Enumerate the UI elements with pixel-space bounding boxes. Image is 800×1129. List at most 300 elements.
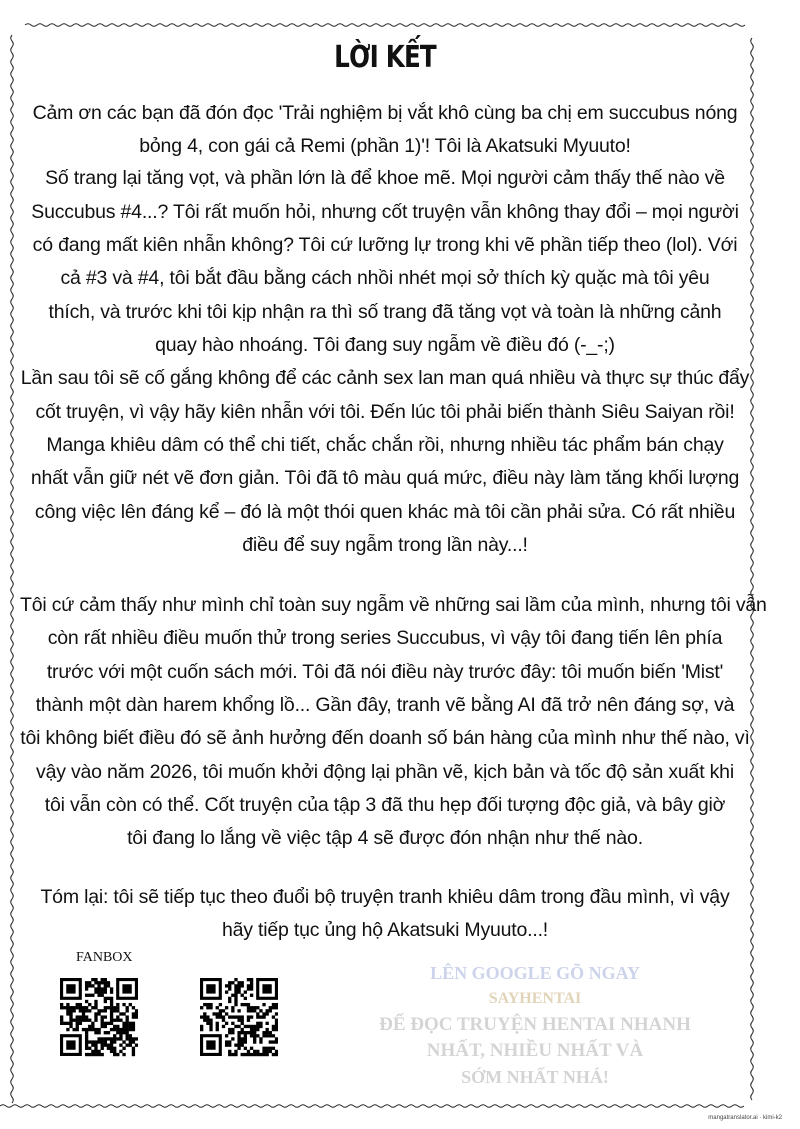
qr-module	[253, 1009, 256, 1012]
text-line: thích, và trước khi tôi kịp nhận ra thì số trang đã tăng vọt và toàn là những cảnh	[48, 301, 722, 323]
qr-module	[104, 1040, 107, 1043]
qr-module	[91, 1025, 94, 1028]
qr-module	[244, 1053, 247, 1056]
qr-module	[97, 987, 100, 990]
qr-module	[222, 1009, 225, 1012]
qr-module	[275, 1025, 278, 1028]
qr-module	[250, 1053, 253, 1056]
qr-module	[241, 981, 244, 984]
qr-module	[104, 984, 107, 987]
qr-module	[122, 1040, 125, 1043]
qr-module	[253, 1050, 256, 1053]
qr-module	[91, 1053, 94, 1056]
qr-module	[66, 1012, 69, 1015]
border-top	[25, 24, 745, 27]
qr-module	[259, 1022, 262, 1025]
qr-module	[228, 987, 231, 990]
qr-module	[234, 1053, 237, 1056]
qr-module	[85, 1047, 88, 1050]
qr-module	[209, 1006, 212, 1009]
qr-module	[97, 1028, 100, 1031]
qr-module	[269, 1040, 272, 1043]
qr-module	[88, 1009, 91, 1012]
qr-module	[110, 1000, 113, 1003]
qr-module	[253, 1006, 256, 1009]
qr-module	[237, 1015, 240, 1018]
qr-module	[219, 1003, 222, 1006]
qr-module	[253, 1053, 256, 1056]
qr-module	[225, 1012, 228, 1015]
qr-module	[82, 1028, 85, 1031]
qr-module	[231, 981, 234, 984]
qr-module	[262, 1047, 265, 1050]
qr-module	[272, 1015, 275, 1018]
qr-module	[209, 1003, 212, 1006]
qr-module	[241, 1044, 244, 1047]
qr-module	[129, 1022, 132, 1025]
qr-module	[94, 990, 97, 993]
qr-module	[60, 1006, 63, 1009]
qr-module	[104, 1025, 107, 1028]
text-line: bỏng 4, con gái cả Remi (phần 1)'! Tôi là Akatsuki Myuuto!	[139, 135, 631, 157]
qr-finder	[206, 984, 215, 993]
qr-module	[113, 1040, 116, 1043]
qr-module	[113, 1034, 116, 1037]
qr-module	[126, 1044, 129, 1047]
qr-module	[101, 1040, 104, 1043]
qr-module	[247, 1050, 250, 1053]
qr-module	[85, 1037, 88, 1040]
qr-module	[228, 1015, 231, 1018]
qr-module	[60, 1015, 63, 1018]
qr-module	[256, 1006, 259, 1009]
qr-module	[129, 1003, 132, 1006]
qr-module	[119, 1044, 122, 1047]
text-line: tôi đang lo lắng về việc tập 4 sẽ được đón nhận như thế nào.	[127, 827, 643, 849]
qr-module	[88, 1040, 91, 1043]
qr-module	[94, 1006, 97, 1009]
qr-module	[110, 1015, 113, 1018]
qr-module	[113, 1025, 116, 1028]
qr-module	[250, 1025, 253, 1028]
qr-module	[97, 994, 100, 997]
qr-module	[253, 1037, 256, 1040]
qr-module	[126, 1015, 129, 1018]
qr-module	[72, 1009, 75, 1012]
qr-module	[209, 1028, 212, 1031]
qr-module	[228, 1031, 231, 1034]
qr-module	[253, 1025, 256, 1028]
qr-module	[231, 1015, 234, 1018]
qr-module	[247, 1009, 250, 1012]
qr-module	[266, 1012, 269, 1015]
border-bottom	[0, 1105, 744, 1108]
qr-module	[256, 1022, 259, 1025]
qr-module	[101, 990, 104, 993]
qr-module	[97, 1050, 100, 1053]
qr-module	[94, 1044, 97, 1047]
qr-module	[259, 1009, 262, 1012]
qr-module	[66, 1009, 69, 1012]
text-line: Số trang lại tăng vọt, và phần lớn là để khoe mẽ. Mọi người cảm thấy thế nào về	[45, 167, 725, 189]
qr-module	[234, 1050, 237, 1053]
qr-module	[97, 984, 100, 987]
qr-finder	[262, 984, 271, 993]
qr-module	[209, 1025, 212, 1028]
qr-module	[237, 1019, 240, 1022]
qr-module	[88, 981, 91, 984]
qr-module	[247, 984, 250, 987]
qr-module	[107, 1022, 110, 1025]
qr-module	[79, 1015, 82, 1018]
qr-module	[85, 1019, 88, 1022]
qr-module	[126, 1022, 129, 1025]
text-line: tôi vẫn còn có thể. Cốt truyện của tập 3 đã thu hẹp đối tượng độc giả, và bây giờ	[44, 794, 726, 816]
qr-module	[116, 1028, 119, 1031]
qr-module	[97, 1040, 100, 1043]
qr-module	[228, 1000, 231, 1003]
qr-module	[116, 1015, 119, 1018]
qr-module	[129, 1044, 132, 1047]
qr-module	[262, 1015, 265, 1018]
qr-module	[116, 1019, 119, 1022]
qr-module	[250, 1006, 253, 1009]
qr-module	[234, 984, 237, 987]
qr-module	[107, 981, 110, 984]
qr-module	[237, 1009, 240, 1012]
qr-module	[129, 1037, 132, 1040]
qr-module	[216, 1012, 219, 1015]
qr-module	[110, 1050, 113, 1053]
qr-module	[256, 1025, 259, 1028]
qr-module	[206, 1019, 209, 1022]
qr-module	[225, 1022, 228, 1025]
text-line: Manga khiêu dâm có thể chi tiết, chắc chắn rồi, nhưng nhiều tác phẩm bán chạy	[46, 434, 724, 456]
qr-module	[234, 978, 237, 981]
qr-module	[262, 1003, 265, 1006]
qr-module	[266, 1053, 269, 1056]
text-line: Cảm ơn các bạn đã đón đọc 'Trải nghiệm bị vắt khô cùng ba chị em succubus nóng	[32, 102, 738, 124]
qr-module	[94, 1053, 97, 1056]
qr-module	[110, 1019, 113, 1022]
qr-module	[110, 1009, 113, 1012]
qr-module	[88, 984, 91, 987]
qr-module	[250, 1031, 253, 1034]
qr-module	[132, 1040, 135, 1043]
qr-module	[269, 1006, 272, 1009]
qr-module	[104, 1037, 107, 1040]
qr-module	[76, 1003, 79, 1006]
qr-module	[244, 1034, 247, 1037]
qr-module	[110, 1012, 113, 1015]
qr-module	[216, 1015, 219, 1018]
qr-module	[126, 1034, 129, 1037]
qr-module	[250, 1009, 253, 1012]
qr-module	[266, 1022, 269, 1025]
qr-code[interactable]	[200, 978, 278, 1058]
border-right	[751, 38, 754, 1100]
qr-module	[110, 1047, 113, 1050]
text-line: tôi không biết điều đó sẽ ảnh hưởng đến doanh số bán hàng của mình như thế nào, vì	[20, 727, 750, 749]
qr-module	[132, 1015, 135, 1018]
qr-module	[76, 1028, 79, 1031]
qr-module	[241, 1031, 244, 1034]
qr-module	[97, 1053, 100, 1056]
qr-module	[69, 1006, 72, 1009]
qr-module	[72, 1028, 75, 1031]
qr-module	[88, 994, 91, 997]
qr-module	[113, 1053, 116, 1056]
qr-module	[79, 1006, 82, 1009]
qr-module	[228, 1053, 231, 1056]
qr-module	[231, 1028, 234, 1031]
qr-finder	[206, 1040, 215, 1049]
qr-module	[269, 1034, 272, 1037]
footer-credit: mangatranslator.ai · kimi-k2	[708, 1115, 782, 1121]
qr-module	[91, 994, 94, 997]
qr-module	[113, 1050, 116, 1053]
qr-module	[104, 1009, 107, 1012]
qr-module	[231, 994, 234, 997]
qr-module	[94, 987, 97, 990]
qr-module	[91, 978, 94, 981]
border-left	[11, 35, 14, 1103]
qr-module	[60, 1003, 63, 1006]
qr-code-fanbox[interactable]	[60, 978, 138, 1058]
qr-module	[241, 994, 244, 997]
text-line: còn rất nhiều điều muốn thử trong series Succubus, vì vậy tôi đang tiến lên phía	[47, 627, 723, 649]
qr-module	[104, 1022, 107, 1025]
qr-module	[275, 1006, 278, 1009]
qr-module	[94, 1012, 97, 1015]
qr-module	[275, 1003, 278, 1006]
qr-module	[107, 1047, 110, 1050]
qr-module	[206, 1003, 209, 1006]
qr-module	[107, 1037, 110, 1040]
qr-module	[66, 1022, 69, 1025]
qr-module	[119, 1034, 122, 1037]
qr-module	[256, 1015, 259, 1018]
qr-module	[126, 1025, 129, 1028]
qr-module	[101, 981, 104, 984]
qr-module	[228, 1050, 231, 1053]
watermark-line: NHẤT, NHIỀU NHẤT VÀ	[426, 1040, 644, 1061]
qr-module	[247, 1053, 250, 1056]
qr-module	[88, 1028, 91, 1031]
qr-module	[101, 1053, 104, 1056]
qr-module	[206, 1015, 209, 1018]
qr-module	[247, 987, 250, 990]
qr-module	[85, 1040, 88, 1043]
qr-module	[116, 1037, 119, 1040]
qr-module	[122, 1022, 125, 1025]
qr-module	[266, 1031, 269, 1034]
qr-module	[104, 1006, 107, 1009]
qr-module	[135, 1012, 138, 1015]
qr-module	[76, 1022, 79, 1025]
qr-module	[85, 984, 88, 987]
qr-module	[107, 997, 110, 1000]
qr-module	[216, 1025, 219, 1028]
qr-module	[101, 987, 104, 990]
qr-module	[206, 1022, 209, 1025]
qr-module	[266, 1034, 269, 1037]
qr-module	[241, 1037, 244, 1040]
text-line: điều để suy ngẫm trong lần này...!	[242, 534, 528, 556]
qr-module	[119, 1012, 122, 1015]
qr-module	[132, 1037, 135, 1040]
qr-module	[237, 1034, 240, 1037]
qr-module	[110, 990, 113, 993]
qr-module	[122, 1012, 125, 1015]
qr-module	[231, 1031, 234, 1034]
text-line: cốt truyện, vì vậy hãy kiên nhẫn với tôi. Đến lúc tôi phải biến thành Siêu Saiyan rồi!	[35, 401, 735, 423]
qr-module	[222, 1025, 225, 1028]
qr-module	[237, 1047, 240, 1050]
qr-module	[60, 1022, 63, 1025]
qr-module	[200, 1006, 203, 1009]
qr-module	[88, 1019, 91, 1022]
qr-module	[222, 1019, 225, 1022]
qr-module	[85, 1000, 88, 1003]
qr-module	[97, 990, 100, 993]
qr-module	[110, 1037, 113, 1040]
qr-module	[209, 1019, 212, 1022]
qr-module	[209, 1022, 212, 1025]
qr-module	[88, 1025, 91, 1028]
qr-module	[231, 1022, 234, 1025]
qr-module	[234, 1003, 237, 1006]
qr-module	[110, 1044, 113, 1047]
qr-module	[69, 1019, 72, 1022]
qr-module	[244, 1003, 247, 1006]
qr-module	[72, 1006, 75, 1009]
qr-module	[129, 1028, 132, 1031]
qr-module	[122, 1047, 125, 1050]
qr-module	[269, 1050, 272, 1053]
qr-module	[129, 1025, 132, 1028]
qr-module	[104, 978, 107, 981]
qr-module	[107, 984, 110, 987]
qr-module	[97, 1012, 100, 1015]
qr-module	[132, 1028, 135, 1031]
qr-module	[259, 1015, 262, 1018]
qr-module	[79, 1003, 82, 1006]
qr-module	[97, 1009, 100, 1012]
qr-module	[256, 1034, 259, 1037]
qr-module	[60, 1019, 63, 1022]
qr-module	[256, 1053, 259, 1056]
qr-module	[85, 987, 88, 990]
qr-module	[132, 1050, 135, 1053]
qr-module	[253, 1028, 256, 1031]
qr-module	[228, 1040, 231, 1043]
qr-module	[200, 1028, 203, 1031]
qr-module	[132, 1006, 135, 1009]
qr-module	[76, 1019, 79, 1022]
qr-module	[200, 1025, 203, 1028]
qr-module	[85, 1028, 88, 1031]
qr-module	[110, 997, 113, 1000]
qr-module	[82, 1012, 85, 1015]
qr-module	[91, 1044, 94, 1047]
qr-module	[241, 1015, 244, 1018]
qr-module	[250, 1034, 253, 1037]
qr-module	[94, 1019, 97, 1022]
qr-module	[66, 1028, 69, 1031]
qr-module	[91, 984, 94, 987]
qr-module	[82, 1006, 85, 1009]
qr-module	[132, 1022, 135, 1025]
qr-module	[275, 1019, 278, 1022]
qr-module	[107, 1044, 110, 1047]
qr-module	[132, 1025, 135, 1028]
qr-module	[203, 1019, 206, 1022]
qr-finder	[122, 984, 131, 993]
qr-module	[262, 1050, 265, 1053]
text-line: công việc lên đáng kể – đó là một thói quen khác mà tôi cần phải sửa. Có rất nhiều	[34, 501, 736, 523]
qr-module	[104, 1044, 107, 1047]
qr-module	[250, 978, 253, 981]
qr-module	[275, 1053, 278, 1056]
qr-module	[272, 1053, 275, 1056]
qr-module	[247, 978, 250, 981]
qr-module	[256, 1012, 259, 1015]
qr-module	[88, 1047, 91, 1050]
qr-module	[234, 997, 237, 1000]
qr-module	[250, 984, 253, 987]
qr-module	[66, 1003, 69, 1006]
qr-module	[82, 1015, 85, 1018]
watermark-line: ĐỂ ĐỌC TRUYỆN HENTAI NHANH	[379, 1014, 691, 1035]
qr-module	[237, 1044, 240, 1047]
qr-module	[216, 1028, 219, 1031]
qr-module	[237, 1031, 240, 1034]
qr-module	[247, 1031, 250, 1034]
qr-module	[132, 1047, 135, 1050]
qr-module	[132, 1053, 135, 1056]
qr-module	[122, 1031, 125, 1034]
qr-module	[234, 1015, 237, 1018]
qr-module	[244, 997, 247, 1000]
qr-module	[88, 1003, 91, 1006]
qr-module	[259, 1040, 262, 1043]
qr-module	[247, 1025, 250, 1028]
qr-module	[101, 1009, 104, 1012]
qr-module	[76, 1025, 79, 1028]
qr-module	[250, 987, 253, 990]
qr-module	[132, 1012, 135, 1015]
qr-module	[135, 1015, 138, 1018]
qr-module	[244, 990, 247, 993]
qr-module	[94, 1040, 97, 1043]
qr-module	[241, 984, 244, 987]
qr-module	[231, 1037, 234, 1040]
qr-module	[85, 981, 88, 984]
qr-module	[222, 1015, 225, 1018]
qr-module	[269, 1009, 272, 1012]
qr-module	[110, 1006, 113, 1009]
qr-module	[88, 1053, 91, 1056]
qr-module	[225, 1034, 228, 1037]
qr-module	[234, 1000, 237, 1003]
qr-module	[110, 1022, 113, 1025]
qr-module	[272, 1025, 275, 1028]
qr-module	[104, 997, 107, 1000]
qr-module	[225, 1044, 228, 1047]
qr-module	[113, 1047, 116, 1050]
qr-module	[266, 1009, 269, 1012]
